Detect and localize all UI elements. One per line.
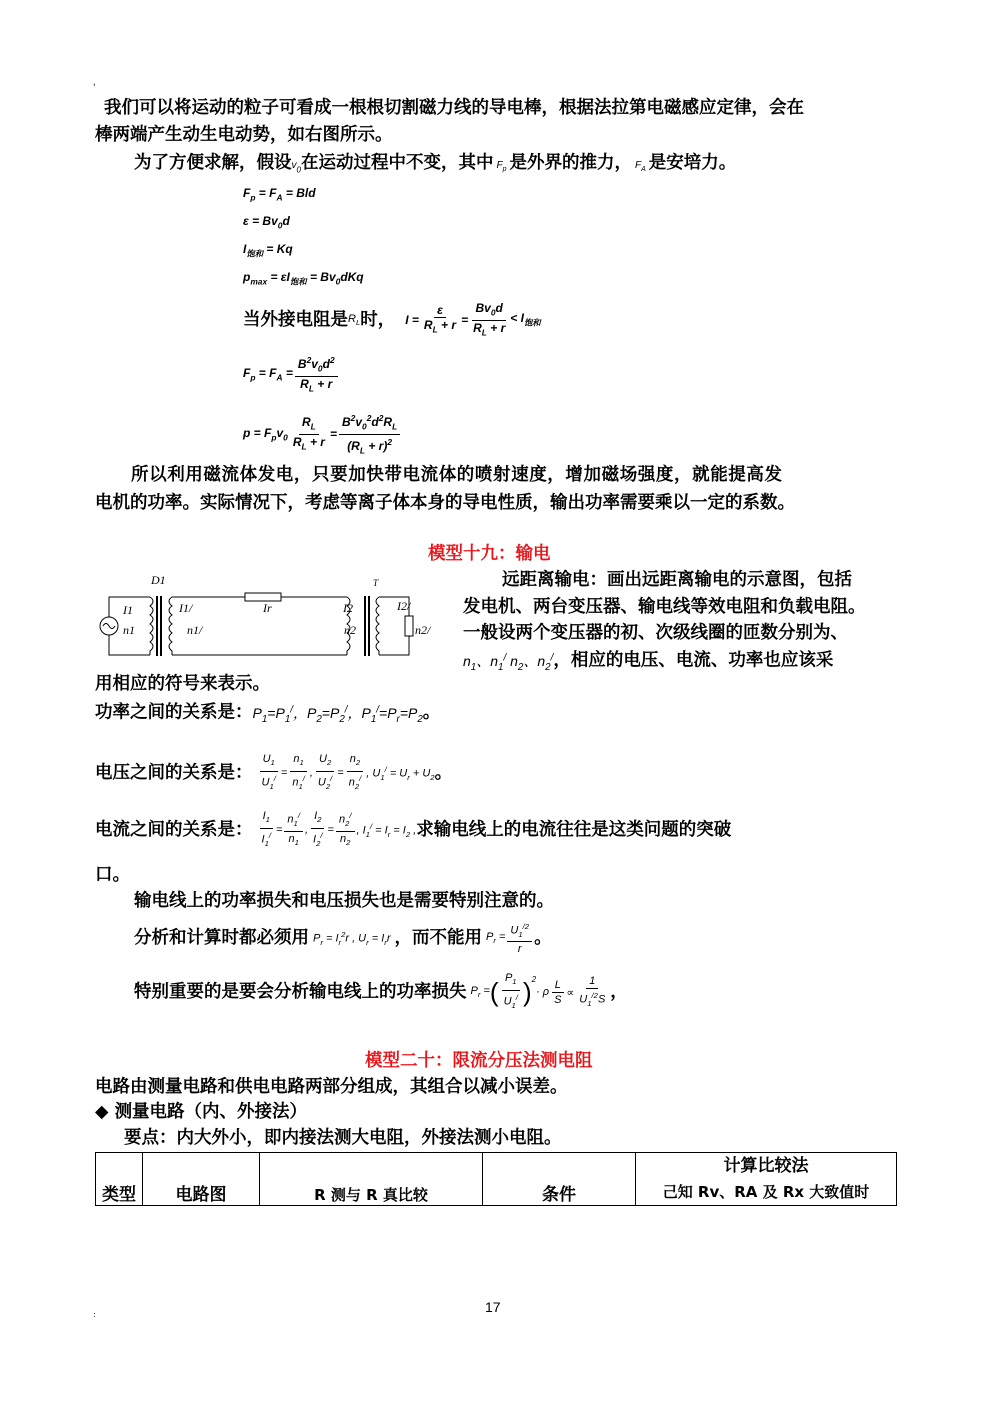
diamond-bullet-icon: ◆ [95, 1102, 109, 1122]
header-mark: ' [93, 83, 96, 93]
th-condition: 条件 [483, 1153, 636, 1206]
power-relation: 功率之间的关系是：$P_1=P_1^/$，$P_2=P_2^/$，$P_1^/=P_r=P_2$。 [95, 702, 441, 725]
current-label: 电流之间的关系是： [95, 820, 253, 840]
table-header-row [96, 1153, 897, 1206]
comparison-table [95, 1152, 897, 1206]
eq5-mid: 时， [360, 310, 396, 330]
para2-d: 是安培力。 [648, 153, 737, 173]
eq4: $p_{max} = \varepsilon I_{饱和} = Bv_0dKq$ [243, 270, 364, 287]
current-suffix2: 口。 [95, 865, 130, 885]
label-d1: D1 [151, 573, 166, 587]
th-calc-sub: 己知 Rv、RA 及 Rx 大致值时 [662, 1183, 870, 1201]
eq3: $I_{饱和} = Kq$ [243, 242, 293, 259]
label-n1: n1 [123, 623, 135, 637]
eq2: $\varepsilon = Bv_0d$ [243, 214, 290, 231]
power-label: 功率之间的关系是： [95, 702, 253, 723]
th-circuit: 电路图 [143, 1153, 260, 1206]
s20-line1: 电路由测量电路和供电电路两部分组成，其组合以减小误差。 [95, 1077, 568, 1097]
section20-title: 模型二十：限流分压法测电阻 [365, 1051, 593, 1071]
para2-a: 为了方便求解，假设 [134, 153, 292, 173]
label-n2p: n2/ [415, 623, 431, 637]
eq5-prefix: 当外接电阻是 [243, 310, 348, 330]
label-t2: T [373, 578, 379, 588]
loss-line: 输电线上的功率损失和电压损失也是需要特别注意的。 [134, 891, 554, 911]
line-resistor [245, 593, 281, 601]
para2-c: 是外界的推力， [509, 153, 632, 173]
page-number: 17 [485, 1299, 501, 1315]
s19-line1: 远距离输电：画出远距离输电的示意图，包括 [502, 570, 852, 590]
current-suffix: 求输电线上的电流往往是这类问题的突破 [416, 820, 732, 840]
s19-line5: 用相应的符号来表示。 [95, 674, 270, 694]
section19-title: 模型十九：输电 [428, 544, 551, 564]
para3-line2: 电机的功率。实际情况下，考虑等离子体本身的导电性质，输出功率需要乘以一定的系数。 [95, 493, 795, 513]
th-calc [636, 1153, 897, 1206]
para1-line1: 我们可以将运动的粒子可看成一根根切割磁力线的导电棒，根据法拉第电磁感应定律，会在 [104, 98, 804, 118]
label-ir: Ir [263, 601, 272, 615]
eq5: 当外接电阻是 $R_L$ 时， I = $\frac{\varepsilon}{R_L + r}$ = $\frac{Bv_0d}{R_L + r}$ < $I_{饱和}$ [243, 301, 541, 337]
label-i1: I1 [123, 603, 133, 617]
calc-line-b: ，而不能用 [394, 928, 483, 948]
load-resistor [405, 616, 413, 636]
important-line: 特别重要的是要会分析输电线上的功率损失 $P_r$ = ( $\frac{P_1}{U_1^/}$ ) $^2$ · ρ $\frac{L}{S}$ ∝ $\frac{1}{U_1^{/2}S}$ ， [134, 972, 628, 1010]
label-n2: n2 [344, 623, 356, 637]
s20-point: 要点：内大外小，即内接法测大电阻，外接法测小电阻。 [124, 1128, 562, 1148]
para3-line1: 所以利用磁流体发电，只要加快带电流体的喷射速度，增加磁场强度，就能提高发 [131, 465, 783, 485]
label-i2: I2 [343, 601, 353, 615]
para2-b: 在运动过程中不变，其中 [300, 153, 494, 173]
footer-mark: : [93, 1310, 96, 1319]
label-n1p: n1/ [187, 623, 203, 637]
s19-line3: 一般设两个变压器的初、次级线圈的匝数分别为、 [463, 623, 848, 643]
current-relation: 电流之间的关系是： $\frac{I_1}{I_1^/}$ = $\frac{n_1^/}{n_1}$ , $\frac{I_2}{I_2^/}$ = $\frac{n_2^/}{n_2}$ , $I_1^/ = I_r = I_2$ , 求输电线上的电流往往是这类问题的突破 [95, 810, 732, 848]
eq6: $F_p = F_A$ = $\frac{B^2v_0d^2}{R_L + r}$ [243, 352, 340, 396]
t1-primary-coil [150, 597, 153, 655]
th-type: 类型 [96, 1153, 143, 1206]
eq1: $F_p = F_A$ = Bld [243, 186, 316, 203]
label-i2p: I2/ [397, 599, 411, 613]
s19-line2: 发电机、两台变压器、输电线等效电阻和负载电阻。 [463, 597, 866, 617]
t2-secondary-coil [376, 597, 379, 655]
transmission-diagram [95, 572, 440, 664]
eq7: $p = F_pv_0$ $\frac{R_L}{R_L + r}$ = $\frac{B^2v_0^2d^2R_L}{(R_L + r)^2}$ [243, 410, 402, 458]
para1-line2: 棒两端产生动生电动势，如右图所示。 [95, 125, 393, 145]
th-compare: R 测与 R 真比较 [260, 1153, 483, 1206]
voltage-relation: 电压之间的关系是： $\frac{U_1}{U_1^/}$ = $\frac{n_1}{n_1^/}$ , $\frac{U_2}{U_2^/}$ = $\frac{n_2}{n_2^/}$ , $U_1^/ = U_r + U_2$ 。 [95, 753, 453, 791]
s19-line4: $n_1$、$n_1^/$ $n_2$、$n_2^/$，相应的电压、电流、功率也应该采 [463, 650, 834, 673]
s20-bullet: ◆ 测量电路（内、外接法） [95, 1102, 308, 1122]
th-calc-title: 计算比较法 [723, 1156, 809, 1176]
calc-line-a: 分析和计算时都必须用 [134, 928, 309, 948]
para2: 为了方便求解，假设$v_0$在运动过程中不变，其中 $F_p$ 是外界的推力， $F_A$ 是安培力。 [134, 153, 737, 175]
t1-secondary-coil [169, 597, 172, 655]
voltage-label: 电压之间的关系是： [95, 763, 253, 783]
label-i1p: I1/ [179, 601, 193, 615]
important-text: 特别重要的是要会分析输电线上的功率损失 [134, 982, 467, 1002]
calc-line: 分析和计算时都必须用 $P_r = I_r^2r$ , $U_r = I_rr$ ，而不能用 $P_r$ = $\frac{U_1^{/2}}{r}$ 。 [134, 921, 552, 956]
